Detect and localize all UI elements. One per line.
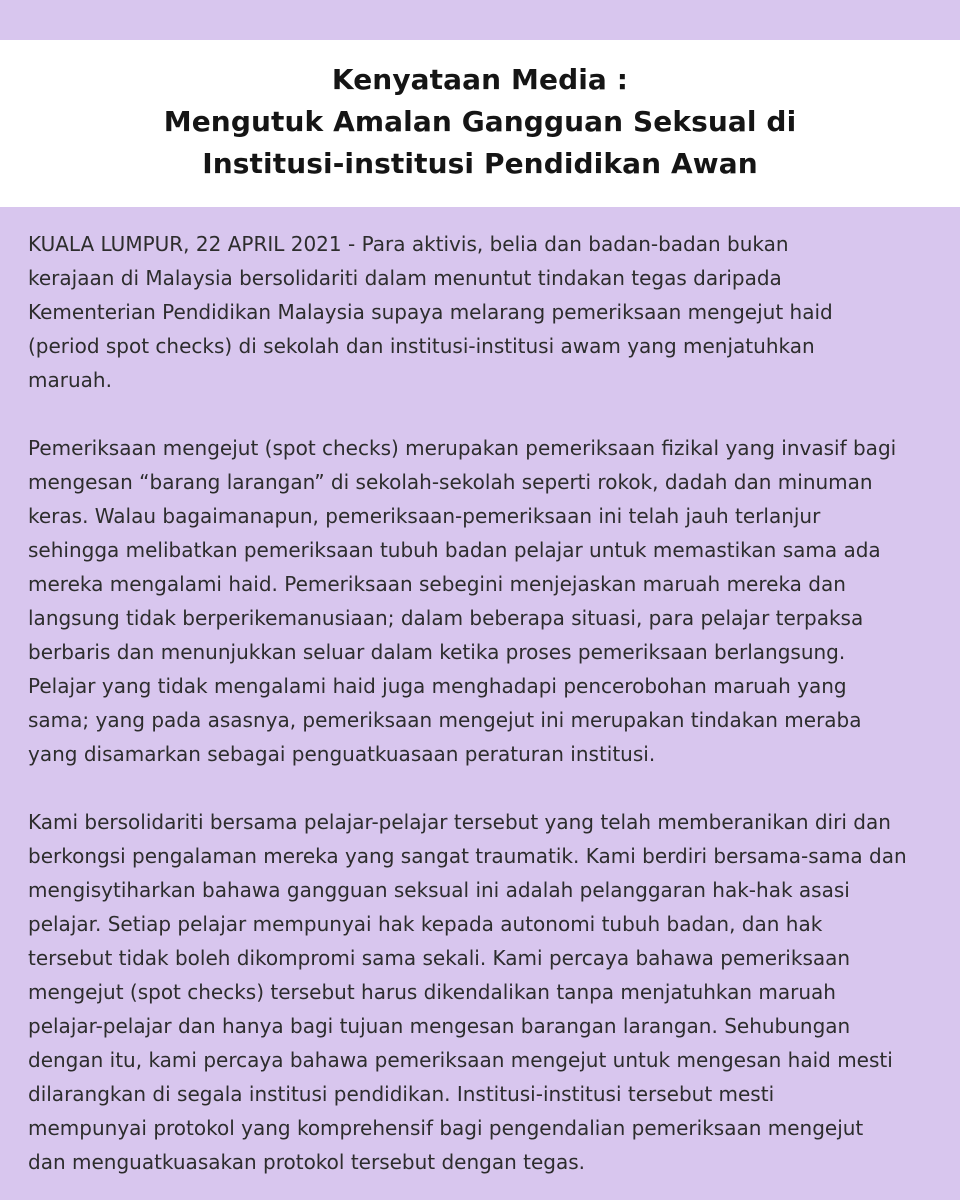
- paragraph-3-line-10: mempunyai protokol yang komprehensif bagi pengendalian pemeriksaan mengejut: [28, 1116, 864, 1140]
- paragraph-2-line-7: berbaris dan menunjukkan seluar dalam ketika proses pemeriksaan berlangsung.: [28, 640, 846, 664]
- paragraph-1-line-4: (period spot checks) di sekolah dan institusi-institusi awam yang menjatuhkan: [28, 334, 815, 358]
- paragraph-2-line-8: Pelajar yang tidak mengalami haid juga menghadapi pencerobohan maruah yang: [28, 674, 847, 698]
- paragraph-1-line-5: maruah.: [28, 368, 112, 392]
- paragraph-1-line-3: Kementerian Pendidikan Malaysia supaya melarang pemeriksaan mengejut haid: [28, 300, 833, 324]
- paragraph-2-line-4: sehingga melibatkan pemeriksaan tubuh badan pelajar untuk memastikan sama ada: [28, 538, 881, 562]
- paragraph-3-line-11: dan menguatkuasakan protokol tersebut dengan tegas.: [28, 1150, 586, 1174]
- paragraph-2-line-6: langsung tidak berperikemanusiaan; dalam beberapa situasi, para pelajar terpaksa: [28, 606, 864, 630]
- paragraph-3-line-8: dengan itu, kami percaya bahawa pemeriksaan mengejut untuk mengesan haid mesti: [28, 1048, 893, 1072]
- paragraph-3-line-2: berkongsi pengalaman mereka yang sangat traumatik. Kami berdiri bersama-sama dan: [28, 844, 907, 868]
- paragraph-2-line-5: mereka mengalami haid. Pemeriksaan sebegini menjejaskan maruah mereka dan: [28, 572, 846, 596]
- title-line-3: Institusi-institusi Pendidikan Awan: [202, 147, 758, 180]
- paragraph-1-line-2: kerajaan di Malaysia bersolidariti dalam menuntut tindakan tegas daripada: [28, 266, 782, 290]
- paragraph-2-line-9: sama; yang pada asasnya, pemeriksaan mengejut ini merupakan tindakan meraba: [28, 708, 862, 732]
- paragraph-2-line-3: keras. Walau bagaimanapun, pemeriksaan-pemeriksaan ini telah jauh terlanjur: [28, 504, 821, 528]
- paragraph-3-line-5: tersebut tidak boleh dikompromi sama sekali. Kami percaya bahawa pemeriksaan: [28, 946, 851, 970]
- paragraph-1-line-1: KUALA LUMPUR, 22 APRIL 2021 - Para aktivis, belia dan badan-badan bukan: [28, 232, 789, 256]
- paragraph-2-line-2: mengesan “barang larangan” di sekolah-sekolah seperti rokok, dadah dan minuman: [28, 470, 873, 494]
- paragraph-2-line-1: Pemeriksaan mengejut (spot checks) merupakan pemeriksaan fizikal yang invasif bagi: [28, 436, 897, 460]
- title-banner: [0, 40, 960, 207]
- title-line-2: Mengutuk Amalan Gangguan Seksual di: [163, 105, 797, 138]
- paragraph-3-line-7: pelajar-pelajar dan hanya bagi tujuan mengesan barangan larangan. Sehubungan: [28, 1014, 851, 1038]
- paragraph-3-line-1: Kami bersolidariti bersama pelajar-pelajar tersebut yang telah memberanikan diri dan: [28, 810, 891, 834]
- paragraph-3-line-6: mengejut (spot checks) tersebut harus dikendalikan tanpa menjatuhkan maruah: [28, 980, 836, 1004]
- paragraph-3-line-4: pelajar. Setiap pelajar mempunyai hak kepada autonomi tubuh badan, dan hak: [28, 912, 823, 936]
- paragraph-2-line-10: yang disamarkan sebagai penguatkuasaan peraturan institusi.: [28, 742, 656, 766]
- paragraph-3-line-9: dilarangkan di segala institusi pendidikan. Institusi-institusi tersebut mesti: [28, 1082, 775, 1106]
- paragraph-3-line-3: mengisytiharkan bahawa gangguan seksual ini adalah pelanggaran hak-hak asasi: [28, 878, 850, 902]
- title-line-1: Kenyataan Media :: [331, 63, 629, 96]
